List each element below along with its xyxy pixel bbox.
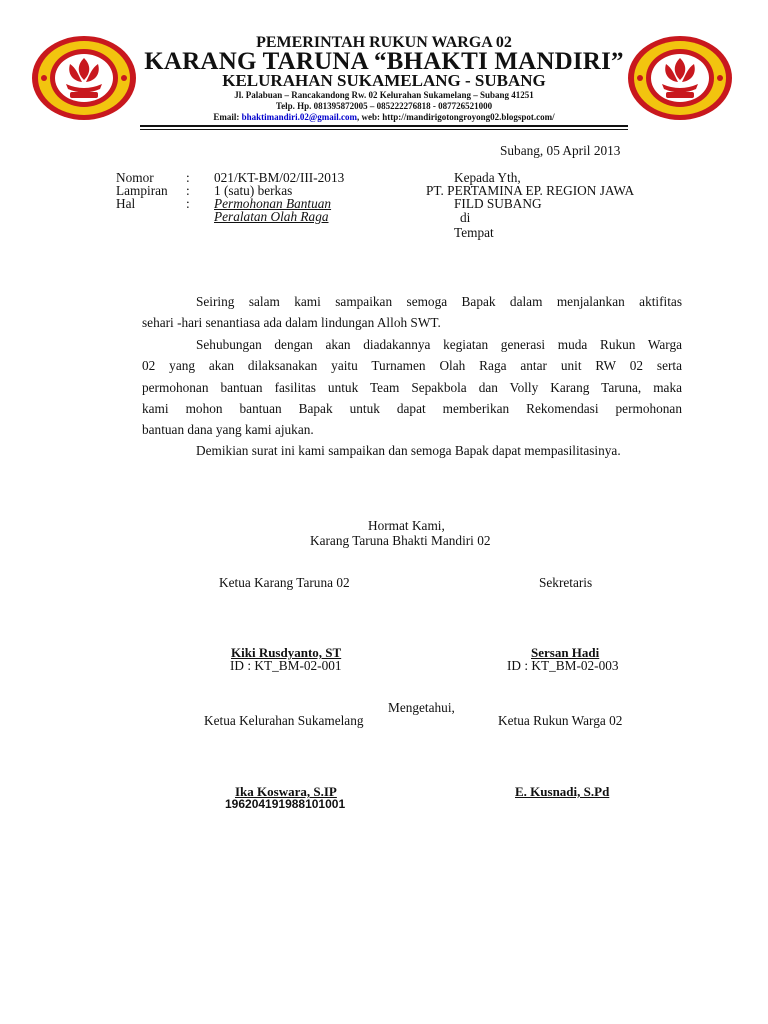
kelurahan-head-title: Ketua Kelurahan Sukamelang bbox=[204, 713, 364, 728]
closing-greeting: Hormat Kami, bbox=[368, 518, 445, 533]
recipient-branch: FILD SUBANG bbox=[454, 196, 542, 211]
recipient-company: PT. PERTAMINA EP. REGION JAWA bbox=[426, 183, 635, 198]
acknowledge-label: Mengetahui, bbox=[388, 700, 455, 715]
hal-value-line2: Peralatan Olah Raga bbox=[214, 209, 329, 224]
signer-left-name: Kiki Rusdyanto, ST bbox=[231, 645, 342, 660]
letterhead-phone: Telp. Hp. 081395872005 – 085222276818 - 087726521000 bbox=[275, 101, 493, 111]
rw-head-title: Ketua Rukun Warga 02 bbox=[498, 713, 623, 728]
letterhead-address: Jl. Palabuan – Rancakandong Rw. 02 Kelurahan Sukamelang – Subang 41251 bbox=[234, 90, 534, 100]
body-paragraph-2-line-5: bantuan dana yang kami ajukan. bbox=[142, 422, 314, 437]
nomor-value: 021/KT-BM/02/III-2013 bbox=[214, 170, 345, 185]
hal-value-line1: Permohonan Bantuan bbox=[214, 196, 332, 211]
lampiran-label: Lampiran bbox=[116, 183, 168, 198]
signer-right-title: Sekretaris bbox=[539, 575, 593, 590]
kelurahan-head-nip: 196204191988101001 bbox=[225, 797, 346, 811]
recipient-di: di bbox=[460, 210, 471, 225]
body-paragraph-1-line-2: sehari -hari senantiasa ada dalam lindungan Alloh SWT. bbox=[142, 315, 441, 330]
lampiran-colon: : bbox=[186, 183, 190, 198]
letterhead-district: KELURAHAN SUKAMELANG - SUBANG bbox=[222, 71, 546, 90]
signer-right-id: ID : KT_BM-02-003 bbox=[507, 658, 619, 673]
lampiran-value: 1 (satu) berkas bbox=[214, 183, 293, 198]
rw-head-name: E. Kusnadi, S.Pd bbox=[515, 784, 610, 799]
signer-right-name: Sersan Hadi bbox=[531, 645, 600, 660]
letterhead-contact bbox=[0, 112, 768, 122]
signer-left-id: ID : KT_BM-02-001 bbox=[230, 658, 342, 673]
nomor-colon: : bbox=[186, 170, 190, 185]
body-paragraph-1-line-1: Seiring salam kami sampaikan semoga Bapak dalam menjalankan aktifitas bbox=[196, 294, 682, 309]
letterhead-organization: KARANG TARUNA “BHAKTI MANDIRI” bbox=[144, 48, 624, 75]
signer-left-title: Ketua Karang Taruna 02 bbox=[219, 575, 350, 590]
recipient-place: Tempat bbox=[454, 225, 494, 240]
nomor-label: Nomor bbox=[116, 170, 154, 185]
email-label: Email: bbox=[213, 112, 240, 122]
body-paragraph-2-line-1: Sehubungan dengan akan diadakannya kegiatan generasi muda Rukun Warga bbox=[196, 337, 682, 352]
body-paragraph-2-line-3: permohonan bantuan fasilitas untuk Team Sepakbola dan Volly Karang Taruna, maka bbox=[142, 380, 682, 395]
letterhead-divider bbox=[140, 125, 628, 127]
hal-colon: : bbox=[186, 196, 190, 211]
hal-label: Hal bbox=[116, 196, 136, 211]
recipient-salutation: Kepada Yth, bbox=[454, 170, 521, 185]
body-paragraph-3: Demikian surat ini kami sampaikan dan semoga Bapak dapat mempasilitasinya. bbox=[196, 443, 621, 458]
kelurahan-head-name: Ika Koswara, S.IP bbox=[235, 784, 337, 799]
body-paragraph-2-line-4: kami mohon bantuan Bapak untuk dapat memberikan Rekomendasi permohonan bbox=[142, 401, 682, 416]
letterhead-divider-thin bbox=[140, 129, 628, 130]
website-text: , web: http://mandirigotongroyong02.blogspot.com/ bbox=[357, 112, 555, 122]
email-link[interactable]: bhaktimandiri.02@gmail.com bbox=[241, 112, 358, 122]
letter-date: Subang, 05 April 2013 bbox=[500, 143, 621, 158]
closing-organization: Karang Taruna Bhakti Mandiri 02 bbox=[310, 533, 491, 548]
letterhead-government: PEMERINTAH RUKUN WARGA 02 bbox=[256, 34, 512, 51]
body-paragraph-2-line-2: 02 yang akan dilaksanakan yaitu Turnamen Olah Raga antar unit RW 02 serta bbox=[142, 358, 682, 373]
